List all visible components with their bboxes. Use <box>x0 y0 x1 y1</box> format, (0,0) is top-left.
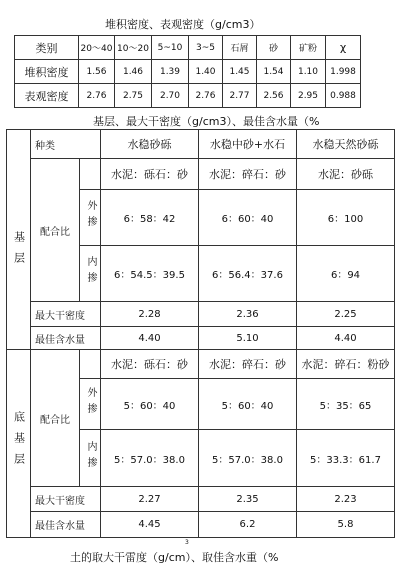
table-cell: 6：60：40 <box>199 190 297 246</box>
header-cell: 石屑 <box>223 36 257 60</box>
table-cell: 6.2 <box>199 512 297 538</box>
external-label: 外掺 <box>80 379 101 430</box>
table-cell: 6：56.4：37.6 <box>199 246 297 302</box>
ratio-name: 水泥：碎石：粉砂 <box>297 350 395 379</box>
table-cell: 1.45 <box>223 60 257 84</box>
table-cell: 2.23 <box>297 487 395 512</box>
table2-caption: 基层、最大干密度（g/cm3）、最佳含水量（% <box>93 115 320 128</box>
table-cell: 1.56 <box>79 60 115 84</box>
table3-caption: 土的取大干雷度（g/cm）、取佳含水重（% <box>70 551 279 564</box>
table-cell: 6：94 <box>297 246 395 302</box>
column-header: 水稳砂砾 <box>101 130 199 159</box>
header-cell: 3~5 <box>189 36 223 60</box>
row-label: 堆积密度 <box>15 60 79 84</box>
table-cell: 2.76 <box>189 84 223 108</box>
ratio-name: 水泥：碎石：砂 <box>199 159 297 190</box>
table-cell: 4.40 <box>297 327 395 350</box>
table-row <box>7 302 395 327</box>
table-cell: 1.39 <box>152 60 189 84</box>
header-cell: 10～20 <box>115 36 152 60</box>
kind-label: 种类 <box>31 130 101 159</box>
table1-header-row <box>15 36 361 60</box>
section-label-subbase: 底基层 <box>7 350 31 538</box>
max-density-label: 最大干密度 <box>31 487 101 512</box>
column-header: 水稳中砂+水石 <box>199 130 297 159</box>
table-cell: 4.40 <box>101 327 199 350</box>
ratio-name: 水泥：砾石：砂 <box>101 350 199 379</box>
header-category: 类别 <box>15 36 79 60</box>
header-cell: 5~10 <box>152 36 189 60</box>
table2-header-row <box>7 130 395 159</box>
internal-label: 内掺 <box>80 430 101 487</box>
table-cell: 5.10 <box>199 327 297 350</box>
external-label: 外掺 <box>80 190 101 246</box>
table-cell: 6：54.5：39.5 <box>101 246 199 302</box>
density-table <box>14 35 361 108</box>
table-cell: 5：35：65 <box>297 379 395 430</box>
table-cell: 5：57.0：38.0 <box>101 430 199 487</box>
table-cell: 2.76 <box>79 84 115 108</box>
mix-label: 配合比 <box>31 350 80 487</box>
table-row <box>7 512 395 538</box>
column-header: 水稳天然砂砾 <box>297 130 395 159</box>
ratio-name: 水泥：砾石：砂 <box>101 159 199 190</box>
table-row <box>7 350 395 379</box>
ratio-name: 水泥：砂砾 <box>297 159 395 190</box>
ratio-name: 水泥：碎石：砂 <box>199 350 297 379</box>
table-cell: 2.27 <box>101 487 199 512</box>
table-cell: 1.46 <box>115 60 152 84</box>
table-cell: 4.45 <box>101 512 199 538</box>
table-cell: 2.56 <box>257 84 291 108</box>
row-label: 表观密度 <box>15 84 79 108</box>
table-cell: 5：60：40 <box>101 379 199 430</box>
header-cell: 20～40 <box>79 36 115 60</box>
table-cell: 2.25 <box>297 302 395 327</box>
table-cell: 2.36 <box>199 302 297 327</box>
mix-label: 配合比 <box>31 159 80 302</box>
table-cell: 2.28 <box>101 302 199 327</box>
table-row <box>15 84 361 108</box>
water-label: 最佳含水量 <box>31 327 101 350</box>
table-cell: 1.10 <box>291 60 326 84</box>
water-label: 最佳含水量 <box>31 512 101 538</box>
table-cell: 1.998 <box>326 60 361 84</box>
table-row <box>15 60 361 84</box>
table-cell: 2.77 <box>223 84 257 108</box>
table-cell: 2.95 <box>291 84 326 108</box>
header-cell: χ <box>326 36 361 60</box>
table-cell: 5：60：40 <box>199 379 297 430</box>
internal-label: 内掺 <box>80 246 101 302</box>
table-cell: 1.54 <box>257 60 291 84</box>
table-cell: 2.35 <box>199 487 297 512</box>
table-cell: 5.8 <box>297 512 395 538</box>
table-row <box>7 487 395 512</box>
max-density-label: 最大干密度 <box>31 302 101 327</box>
table1-caption: 堆积密度、表观密度（g/cm3） <box>105 18 261 31</box>
table-cell: 5：33.3：61.7 <box>297 430 395 487</box>
table-cell: 0.988 <box>326 84 361 108</box>
table-cell: 1.40 <box>189 60 223 84</box>
table-cell: 5：57.0：38.0 <box>199 430 297 487</box>
table-row <box>7 159 395 190</box>
table-cell: 2.70 <box>152 84 189 108</box>
header-cell: 矿粉 <box>291 36 326 60</box>
header-cell: 砂 <box>257 36 291 60</box>
table-cell: 6：58：42 <box>101 190 199 246</box>
table-row <box>7 327 395 350</box>
table-cell: 6：100 <box>297 190 395 246</box>
max-density-table <box>6 129 395 538</box>
page-number: 3 <box>185 539 189 546</box>
section-label-base: 基层 <box>7 159 31 350</box>
table-cell: 2.75 <box>115 84 152 108</box>
